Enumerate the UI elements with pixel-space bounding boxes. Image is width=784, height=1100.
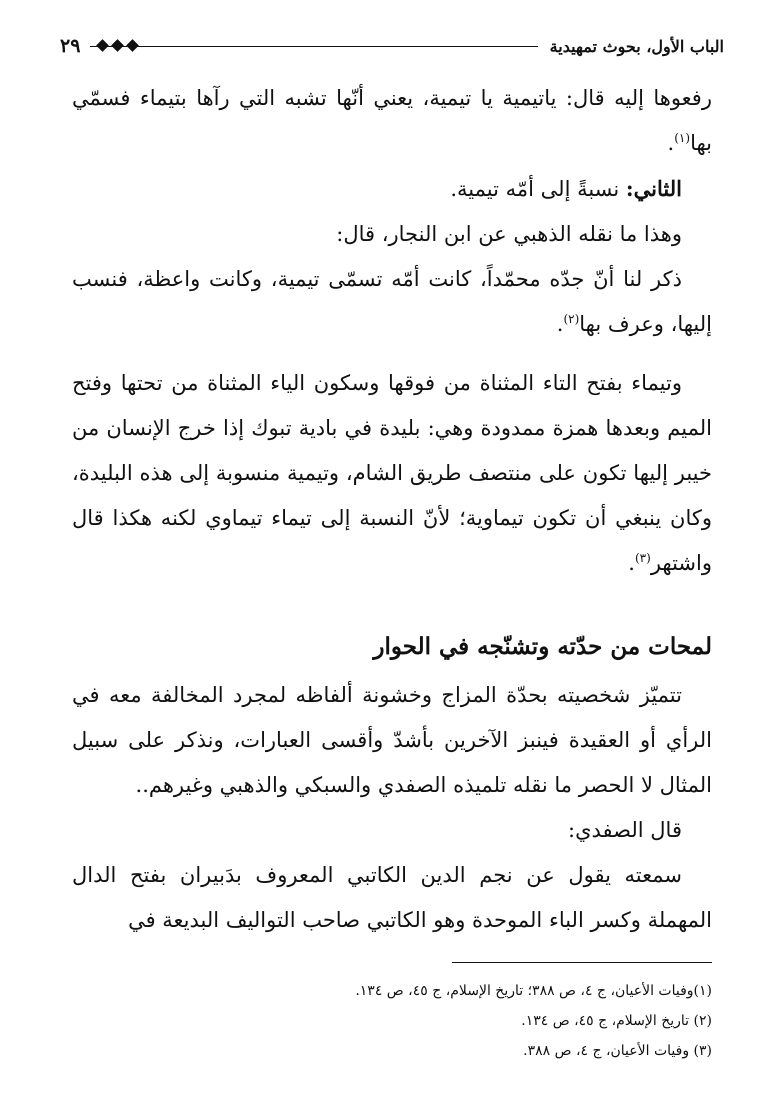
section-heading: لمحات من حدّته وتشنّجه في الحوار — [373, 633, 712, 660]
footnote-separator — [452, 962, 712, 963]
ornament-diamond — [112, 39, 125, 52]
paragraph-text: رفعوها إليه قال: ياتيمية يا تيمية، يعني أنّها تشبه التي رآها بتيماء فسمّي بها — [72, 86, 712, 155]
paragraph-text: وتيماء بفتح التاء المثناة من فوقها وسكون الياء المثناة من تحتها وفتح الميم وبعدها همزة ممدودة وهي: بليدة في بادية تبوك إذا خرج الإنسان من خيبر إليها تكون على منتصف طريق الشام، وتيمية منسوبة إلى هذه البليدة، وكان ينبغي أن تكون تيماوية؛ لأنّ النسبة إلى تيماء تيماوي لكنه هكذا قال واشتهر — [72, 371, 712, 575]
main-text — [72, 76, 712, 943]
page-header — [60, 32, 724, 60]
paragraph: وهذا ما نقله الذهبي عن ابن النجار، قال: — [336, 222, 682, 246]
paragraph-text: ذكر لنا أنّ جدّه محمّداً، كانت أمّه تسمّى تيمية، وكانت واعظة، فنسب إليها، وعرف بها — [72, 267, 712, 336]
paragraph: قال الصفدي: — [568, 818, 682, 842]
running-title: الباب الأول، بحوث تمهيدية — [549, 36, 724, 56]
ornament-diamond — [127, 39, 140, 52]
paragraph — [72, 166, 712, 212]
paragraph: ذكر لنا أنّ جدّه محمّداً، كانت أمّه تسمّى تيمية، وكانت واعظة، فنسب إليها، وعرف بها$^{(٢)}$. — [72, 267, 712, 336]
footnote-ref: (١) — [674, 131, 691, 145]
footnote-ref: (٢) — [563, 312, 580, 326]
ornament-diamond — [97, 39, 110, 52]
footnote: (٣) وفيات الأعيان، ج ٤، ص ٣٨٨. — [523, 1043, 712, 1059]
header-rule — [90, 46, 537, 47]
page-number: ٢٩ — [60, 35, 81, 57]
footnote: (١)وفيات الأعيان، ج ٤، ص ٣٨٨؛ تاريخ الإسلام، ج ٤٥، ص ١٣٤. — [355, 983, 712, 999]
paragraph-text: نسبةً إلى أمّه تيمية. — [450, 177, 626, 201]
paragraph: وتيماء بفتح التاء المثناة من فوقها وسكون الياء المثناة من تحتها وفتح الميم وبعدها همزة ممدودة وهي: بليدة في بادية تبوك إذا خرج الإنسان من خيبر إليها تكون على منتصف طريق الشام، وتيمية منسوبة إلى هذه البليدة، وكان ينبغي أن تكون تيماوية؛ لأنّ النسبة إلى تيماء تيماوي لكنه هكذا قال واشتهر$^{(٣)}$. — [72, 371, 712, 575]
paragraph: سمعته يقول عن نجم الدين الكاتبي المعروف بدَبيران بفتح الدال المهملة وكسر الباء الموحدة وهو الكاتبي صاحب التواليف البديعة في — [72, 863, 712, 932]
term-label: الثاني: — [625, 176, 682, 201]
header-ornament — [98, 41, 137, 50]
footnote-ref: (٣) — [634, 551, 651, 565]
footnotes — [72, 976, 712, 1066]
paragraph: رفعوها إليه قال: ياتيمية يا تيمية، يعني أنّها تشبه التي رآها بتيماء فسمّي بها$^{(١)}$. — [72, 86, 712, 155]
paragraph: تتميّز شخصيته بحدّة المزاج وخشونة ألفاظه لمجرد المخالفة معه في الرأي أو العقيدة فينبز الآخرين بأشدّ وأقسى العبارات، ونذكر على سبيل المثال لا الحصر ما نقله تلميذه الصفدي والسبكي والذهبي وغيرهم.. — [72, 683, 712, 797]
footnote: (٢) تاريخ الإسلام، ج ٤٥، ص ١٣٤. — [521, 1013, 712, 1029]
